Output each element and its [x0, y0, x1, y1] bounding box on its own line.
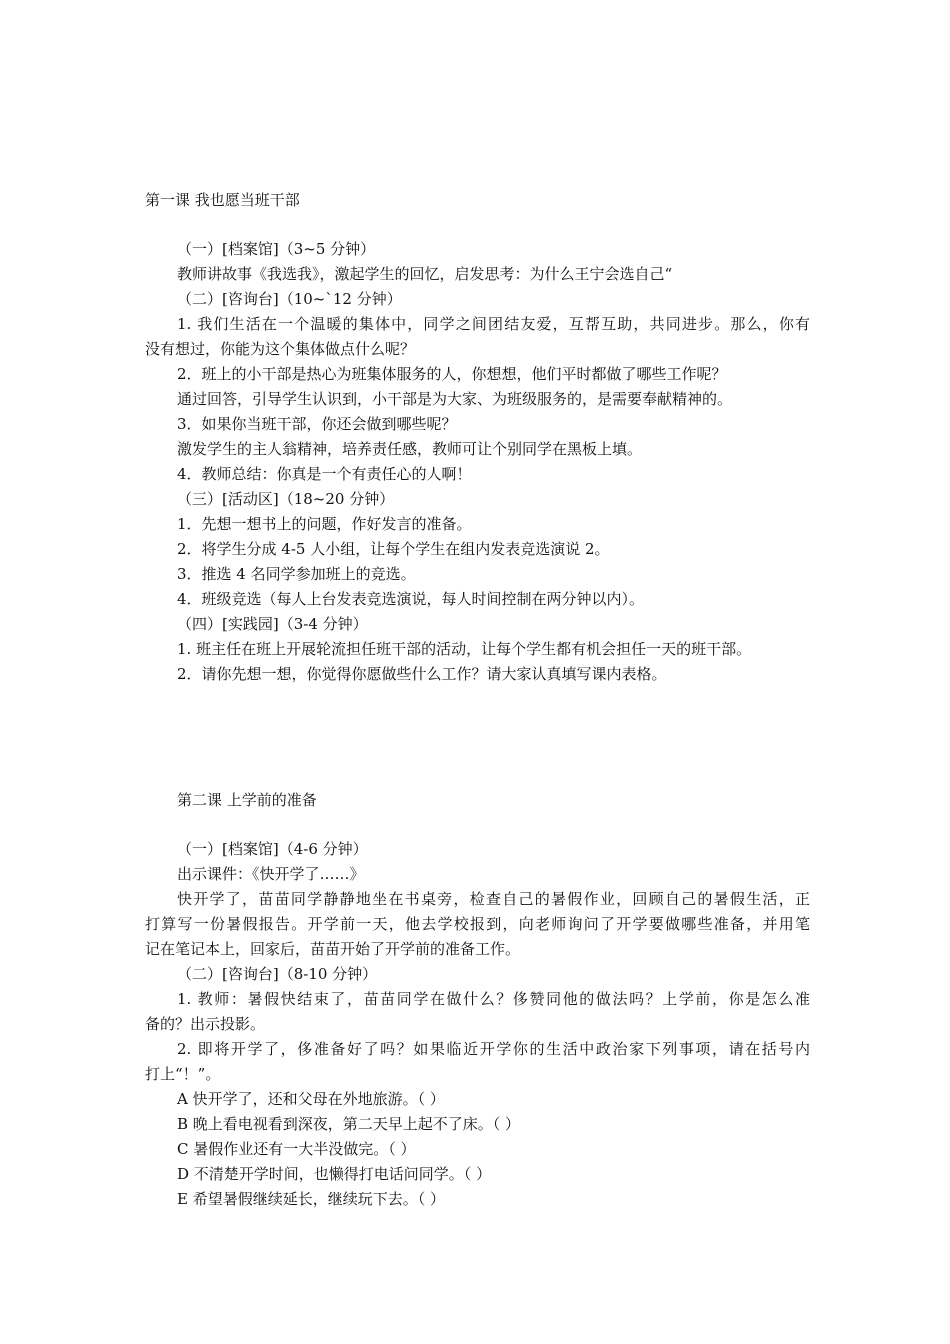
lesson1-section-consult: （二）[咨询台]（10~`12 分钟）	[177, 290, 402, 308]
lesson1-section-archive: （一）[档案馆]（3~5 分钟）	[177, 240, 376, 258]
lesson2-paragraph: 快开学了，苗苗同学静静地坐在书桌旁，检查自己的暑假作业，回顾自己的暑假生活，正	[177, 890, 810, 908]
lesson1-paragraph: 2．请你先想一想，你觉得你愿做些什么工作？请大家认真填写课内表格。	[177, 665, 667, 683]
lesson1-title: 第一课 我也愿当班干部	[145, 191, 300, 209]
lesson1-paragraph: 没有想过，你能为这个集体做点什么呢？	[145, 340, 416, 358]
lesson1-section-activity: （三）[活动区]（18~20 分钟）	[177, 490, 395, 508]
lesson2-option-b: B 晚上看电视看到深夜，第二天早上起不了床。（ ）	[177, 1115, 521, 1133]
lesson1-paragraph: 4．班级竞选（每人上台发表竞选演说，每人时间控制在两分钟以内）。	[177, 590, 645, 608]
lesson1-paragraph: 3．如果你当班干部，你还会做到哪些呢？	[177, 415, 457, 433]
lesson2-paragraph: 打上“！”。	[145, 1065, 221, 1083]
lesson2-paragraph: 记在笔记本上，回家后，苗苗开始了开学前的准备工作。	[145, 940, 521, 958]
lesson2-paragraph: 出示课件：《快开学了……》	[177, 865, 365, 883]
lesson1-paragraph: 4．教师总结：你真是一个有责任心的人啊！	[177, 465, 472, 483]
lesson1-section-practice: （四）[实践园]（3-4 分钟）	[177, 615, 368, 633]
lesson1-paragraph: 3．推选 4 名同学参加班上的竞选。	[177, 565, 416, 583]
lesson1-paragraph: 教师讲故事《我选我》，激起学生的回忆，启发思考：为什么王宁会选自己“	[177, 265, 673, 283]
lesson1-paragraph: 通过回答，引导学生认识到，小干部是为大家、为班级服务的，是需要奉献精神的。	[177, 390, 733, 408]
lesson2-option-c: C 暑假作业还有一大半没做完。（ ）	[177, 1140, 416, 1158]
lesson2-section-consult: （二）[咨询台]（8-10 分钟）	[177, 965, 378, 983]
lesson2-title: 第二课 上学前的准备	[177, 791, 317, 809]
lesson2-paragraph: 备的？出示投影。	[145, 1015, 266, 1033]
lesson1-paragraph: 1. 班主任在班上开展轮流担任班干部的活动，让每个学生都有机会担任一天的班干部。	[177, 640, 752, 658]
lesson1-paragraph: 2．班上的小干部是热心为班集体服务的人，你想想，他们平时都做了哪些工作呢？	[177, 365, 727, 383]
lesson1-paragraph: 1．先想一想书上的问题，作好发言的准备。	[177, 515, 472, 533]
lesson2-option-d: D 不清楚开学时间，也懒得打电话问同学。（ ）	[177, 1165, 492, 1183]
lesson2-paragraph: 打算写一份暑假报告。开学前一天，他去学校报到，向老师询问了开学要做哪些准备，并用笔	[145, 915, 810, 933]
lesson1-paragraph: 1. 我们生活在一个温暖的集体中，同学之间团结友爱，互帮互助，共同进步。那么，你有	[177, 315, 810, 333]
lesson1-paragraph: 2．将学生分成 4-5 人小组，让每个学生在组内发表竞选演说 2。	[177, 540, 610, 558]
lesson1-paragraph: 激发学生的主人翁精神，培养责任感，教师可让个别同学在黑板上填。	[177, 440, 643, 458]
lesson2-option-a: A 快开学了，还和父母在外地旅游。（ ）	[177, 1090, 445, 1108]
lesson2-option-e: E 希望暑假继续延长，继续玩下去。（ ）	[177, 1190, 445, 1208]
lesson2-paragraph: 2. 即将开学了，侈准备好了吗？如果临近开学你的生活中政治家下列事项，请在括号内	[177, 1040, 810, 1058]
lesson2-section-archive: （一）[档案馆]（4-6 分钟）	[177, 840, 368, 858]
lesson2-paragraph: 1. 教师：暑假快结束了，苗苗同学在做什么？侈赞同他的做法吗？上学前，你是怎么准	[177, 990, 810, 1008]
